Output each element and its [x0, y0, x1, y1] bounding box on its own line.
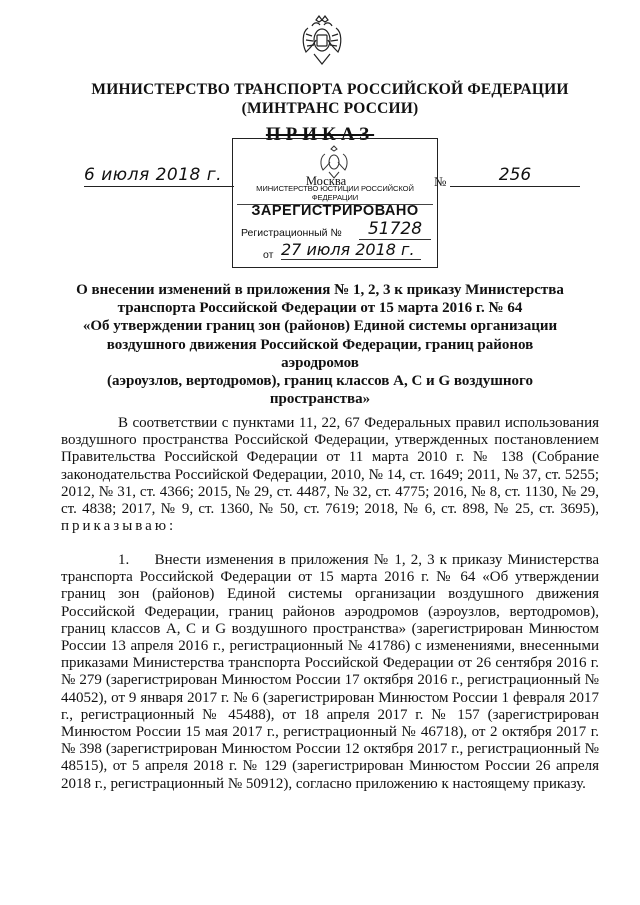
stamp-ministry: МИНИСТЕРСТВО ЮСТИЦИИ РОССИЙСКОЙ ФЕДЕРАЦИИ	[237, 184, 433, 205]
preamble-text: В соответствии с пунктами 11, 22, 67 Федеральных правил использования воздушного пространства Российской Федерации, утвержденных постановлением Правительства Российской Федерации от 11 марта 2010 г. № 138 (Собрание законодательства Российской Федерации, 2010, № 14, ст. 1649; 2011, № 37, ст. 5255; 2012, № 31, ст. 4366; 2015, № 29, ст. 4487, № 32, ст. 4775; 2016, № 8, ст. 1130, № 29, ст. 4838; 2017, № 9, ст. 1360, № 50, ст. 7619; 2018, № 6, ст. 898, № 25, ст. 3695),	[61, 415, 599, 518]
number-label: №	[434, 174, 447, 189]
title-line: пространства»	[269, 391, 371, 408]
ministry-name	[60, 80, 600, 118]
stamp-reg-number: 51728	[359, 219, 431, 240]
city: Москва	[305, 174, 347, 188]
title-line: «Об утверждении границ зон (районов) Единой системы организации	[82, 318, 558, 335]
stamp-registered: ЗАРЕГИСТРИРОВАНО	[251, 203, 419, 219]
title-line: транспорта Российской Федерации от 15 марта 2016 г. № 64	[117, 300, 523, 317]
title-line: О внесении изменений в приложения № 1, 2, 3 к приказу Министерства	[76, 282, 564, 298]
title-line: (аэроузлов, вертодромов), границ классов А, С и G воздушного	[107, 373, 533, 390]
order-word: приказываю:	[61, 518, 177, 535]
registration-stamp	[232, 138, 438, 268]
ministry-line2: (МИНТРАНС РОССИИ)	[241, 100, 419, 117]
stamp-from-label: от	[263, 249, 274, 261]
item-1-paragraph: 1. Внести изменения в приложения № 1, 2, 3 к приказу Министерства транспорта Российской Федерации от 15 марта 2016 г. № 64 «Об утверждении границ зон (районов) Единой системы организации воздушного движения Российской Федерации, границ районов аэродромов (аэроузлов, вертодромов), границ классов А, С и G воздушного пространства» (зарегистрирован Минюстом России 13 апреля 2016 г., регистрационный № 41786) с изменениями, внесенными приказами Министерства транспорта Российской Федерации от 26 сентября 2016 г. № 279 (зарегистрирован Минюстом России 17 октября 2016 г., регистрационный № 44052), от 9 января 2017 г. № 6 (зарегистрирован Минюстом России 1 февраля 2017 г., регистрационный № 45488), от 18 апреля 2017 г. № 157 (зарегистрирован Минюстом России 15 мая 2017 г., регистрационный № 46718), от 2 октября 2017 г. № 398 (зарегистрирован Минюстом России 12 октября 2017 г., регистрационный № 48515), от 5 апреля 2018 г. № 129 (зарегистрирован Минюстом России 26 апреля 2018 г., регистрационный № 50912), согласно приложению к настоящему приказу.	[61, 552, 599, 792]
stamp-emblem-icon	[319, 145, 349, 181]
stamp-reg-label: Регистрационный №	[241, 227, 342, 239]
stamp-reg-date: 27 июля 2018 г.	[281, 240, 421, 260]
title-line: воздушного движения Российской Федерации, границ районов аэродромов	[106, 336, 534, 371]
order-date: 6 июля 2018 г.	[84, 165, 234, 187]
coat-of-arms-icon	[300, 14, 344, 70]
order-number: 256	[450, 165, 580, 187]
document-type: ПРИКАЗ	[265, 124, 375, 145]
ministry-line1: МИНИСТЕРСТВО ТРАНСПОРТА РОССИЙСКОЙ ФЕДЕРАЦИИ	[91, 81, 569, 98]
preamble-paragraph	[61, 415, 599, 535]
order-title	[70, 281, 570, 408]
